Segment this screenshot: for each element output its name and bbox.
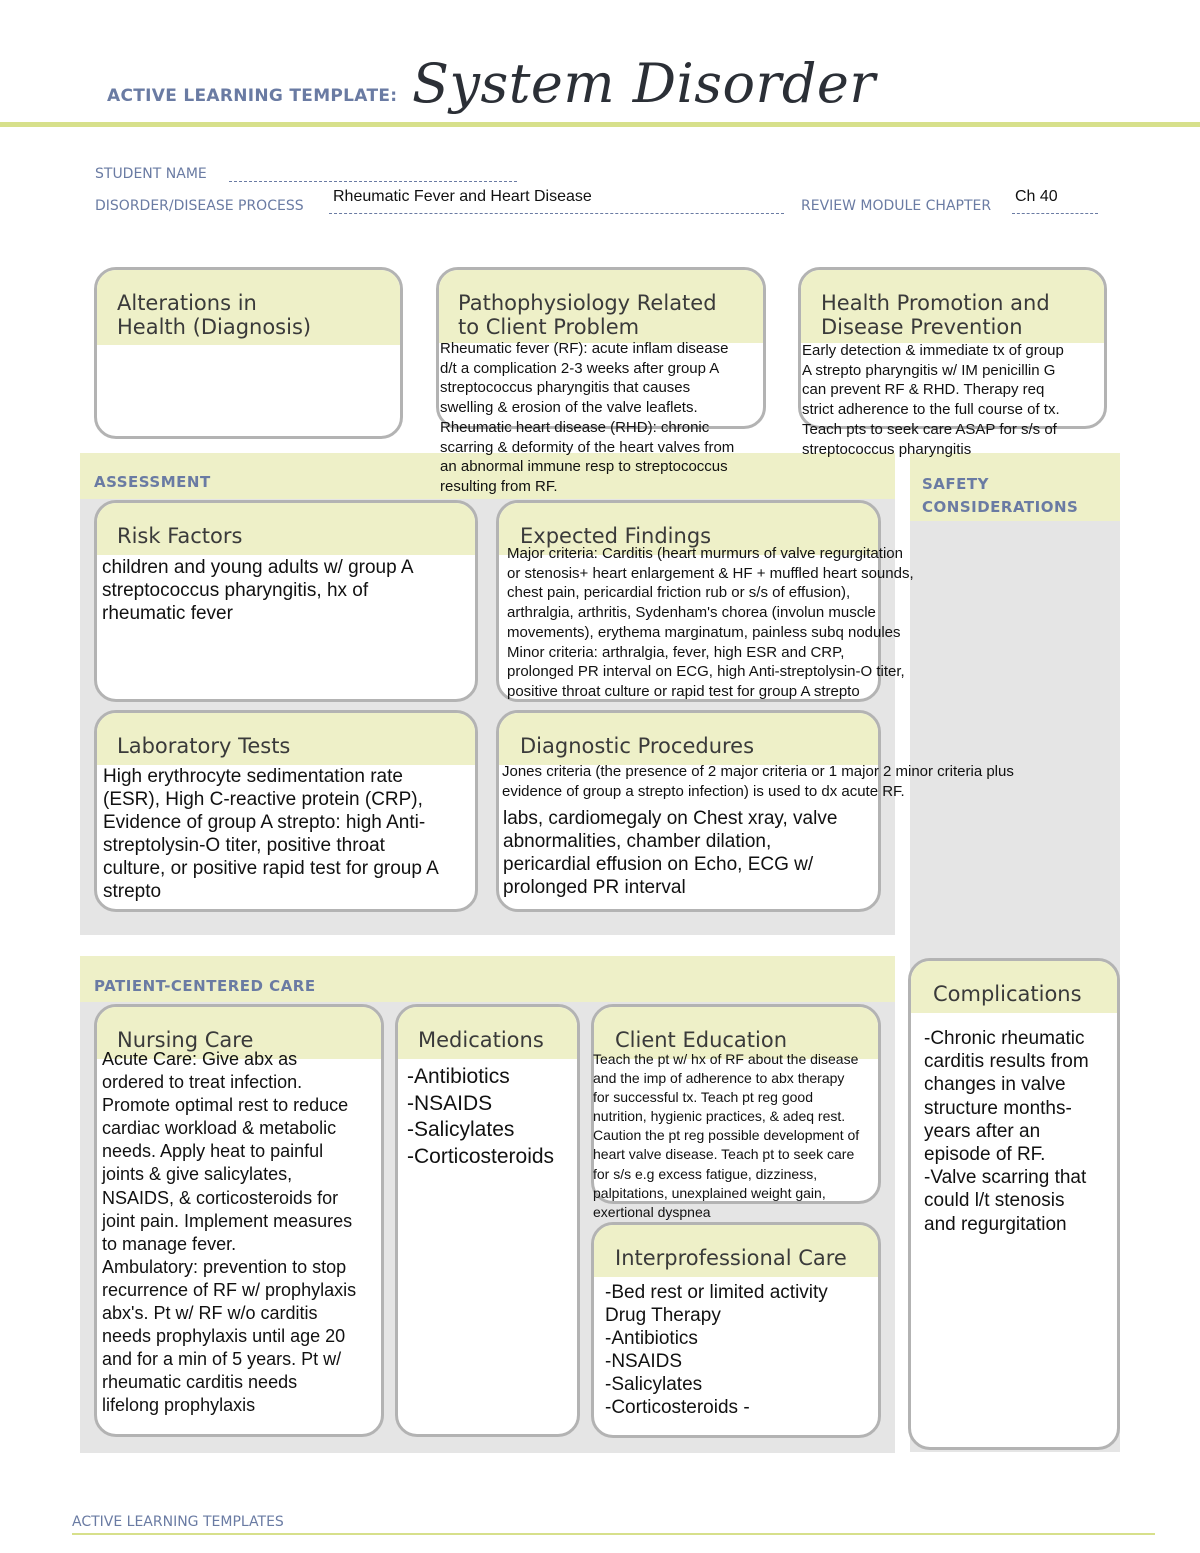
nursing-care-text[interactable]: Acute Care: Give abx as ordered to treat infection. Promote optimal rest to reduce cardiac workload & metabolic needs. Apply heat to painful joints & give salicylates, NSAIDS, & corticosteroids for joint pain. Implement measures to manage fever. Ambulatory: prevention to stop recurrence of RF w/ prophylaxis abx's. Pt w/ RF w/o carditis needs prophylaxis until age 20 and for a min of 5 years. Pt w/ rheumatic carditis needs lifelong prophylaxis xyxy=(102,1049,357,1416)
complications-title: Complications xyxy=(933,982,1082,1006)
interprofessional-care-box xyxy=(591,1222,881,1438)
header-divider xyxy=(0,122,1200,127)
interprofessional-care-text[interactable]: -Bed rest or limited activity Drug Therapy -Antibiotics -NSAIDS -Salicylates -Corticosteroids - xyxy=(605,1282,828,1418)
page-title: System Disorder xyxy=(412,52,876,115)
expected-findings-text[interactable]: Major criteria: Carditis (heart murmurs of valve regurgitation or stenosis+ heart enlargement & HF + muffled heart sounds, chest pain, pericardial friction rub or s/s of effusion), arthralgia, arthritis, Sydenham's chorea (involun muscle movements), erythema marginatum, painless subq nodules Minor criteria: arthralgia, fever, high ESR and CRP, prolonged PR interval on ECG, high Anti-streptolysin-O titer, positive throat culture or rapid test for group A strepto xyxy=(507,545,914,700)
template-label: ACTIVE LEARNING TEMPLATE: xyxy=(107,86,398,106)
lab-tests-text[interactable]: High erythrocyte sedimentation rate (ESR), High C-reactive protein (CRP), Evidence of group A strepto: high Anti- streptolysin-O titer, positive throat culture, or positive rapid test for group A strepto xyxy=(103,766,439,902)
footer-divider xyxy=(72,1533,1155,1535)
alterations-box xyxy=(94,267,403,439)
jones-criteria-text[interactable]: Jones criteria (the presence of 2 major criteria or 1 major 2 minor criteria plus evidence of group a strepto infection) is used to dx acute RF. xyxy=(502,763,1014,800)
chapter-line xyxy=(1012,213,1098,214)
medications-title: Medications xyxy=(418,1028,544,1052)
medications-box xyxy=(395,1004,580,1437)
chapter-label: REVIEW MODULE CHAPTER xyxy=(801,198,992,214)
nursing-care-box xyxy=(94,1004,384,1437)
lab-tests-box xyxy=(94,710,478,912)
alterations-title: Alterations in Health (Diagnosis) xyxy=(117,291,312,339)
chapter-field[interactable]: Ch 40 xyxy=(1015,188,1058,205)
footer-text: ACTIVE LEARNING TEMPLATES xyxy=(72,1514,284,1530)
safety-heading: SAFETY CONSIDERATIONS xyxy=(922,475,1079,516)
complications-box xyxy=(908,958,1120,1450)
disorder-field[interactable]: Rheumatic Fever and Heart Disease xyxy=(333,188,592,205)
lab-tests-title: Laboratory Tests xyxy=(117,734,291,758)
expected-findings-title: Expected Findings xyxy=(520,524,712,548)
interprofessional-care-title: Interprofessional Care xyxy=(615,1246,847,1270)
pathophysiology-text[interactable]: Rheumatic fever (RF): acute inflam disease d/t a complication 2-3 weeks after group A streptococcus pharyngitis that causes swelling & erosion of the valve leaflets. Rheumatic heart disease (RHD): chronic scarring & deformity of the heart valves from an abnormal immune resp to streptococcus resulting from RF. xyxy=(440,340,735,495)
risk-factors-title: Risk Factors xyxy=(117,524,243,548)
health-promotion-text[interactable]: Early detection & immediate tx of group A strepto pharyngitis w/ IM penicillin G can prevent RF & RHD. Therapy req strict adherence to the full course of tx. Teach pts to seek care ASAP for s/s of streptococcus pharyngitis xyxy=(802,342,1064,458)
pathophysiology-title: Pathophysiology Related to Client Problem xyxy=(458,291,717,339)
disorder-line xyxy=(329,213,784,214)
complications-text[interactable]: -Chronic rheumatic carditis results from changes in valve structure months- years after an episode of RF. -Valve scarring that could l/t stenosis and regurgitation xyxy=(924,1028,1089,1235)
student-name-line xyxy=(229,181,517,182)
risk-factors-text[interactable]: children and young adults w/ group A streptococcus pharyngitis, hx of rheumatic fever xyxy=(102,557,414,624)
diagnostic-procedures-title: Diagnostic Procedures xyxy=(520,734,755,758)
nursing-care-title: Nursing Care xyxy=(117,1028,254,1052)
medications-text[interactable]: -Antibiotics -NSAIDS -Salicylates -Corticosteroids xyxy=(407,1065,555,1168)
disorder-label: DISORDER/DISEASE PROCESS xyxy=(95,198,304,214)
diagnostic-procedures-box xyxy=(496,710,881,912)
client-education-text[interactable]: Teach the pt w/ hx of RF about the disease and the imp of adherence to abx therapy for successful tx. Teach pt reg good nutrition, hygienic practices, & adeq rest. Caution the pt reg possible development of heart valve disease. Teach pt to seek care for s/s e.g excess fatigue, dizziness, palpitations, unexplained weight gain, exertional dyspnea xyxy=(593,1051,860,1220)
assessment-heading: ASSESSMENT xyxy=(94,473,211,491)
patient-care-heading: PATIENT-CENTERED CARE xyxy=(94,977,316,995)
student-name-label: STUDENT NAME xyxy=(95,166,207,182)
client-education-title: Client Education xyxy=(615,1028,788,1052)
diagnostic-procedures-text[interactable]: labs, cardiomegaly on Chest xray, valve abnormalities, chamber dilation, pericardial effusion on Echo, ECG w/ prolonged PR interval xyxy=(503,808,838,898)
health-promotion-title: Health Promotion and Disease Prevention xyxy=(821,291,1050,339)
risk-factors-box xyxy=(94,500,478,702)
